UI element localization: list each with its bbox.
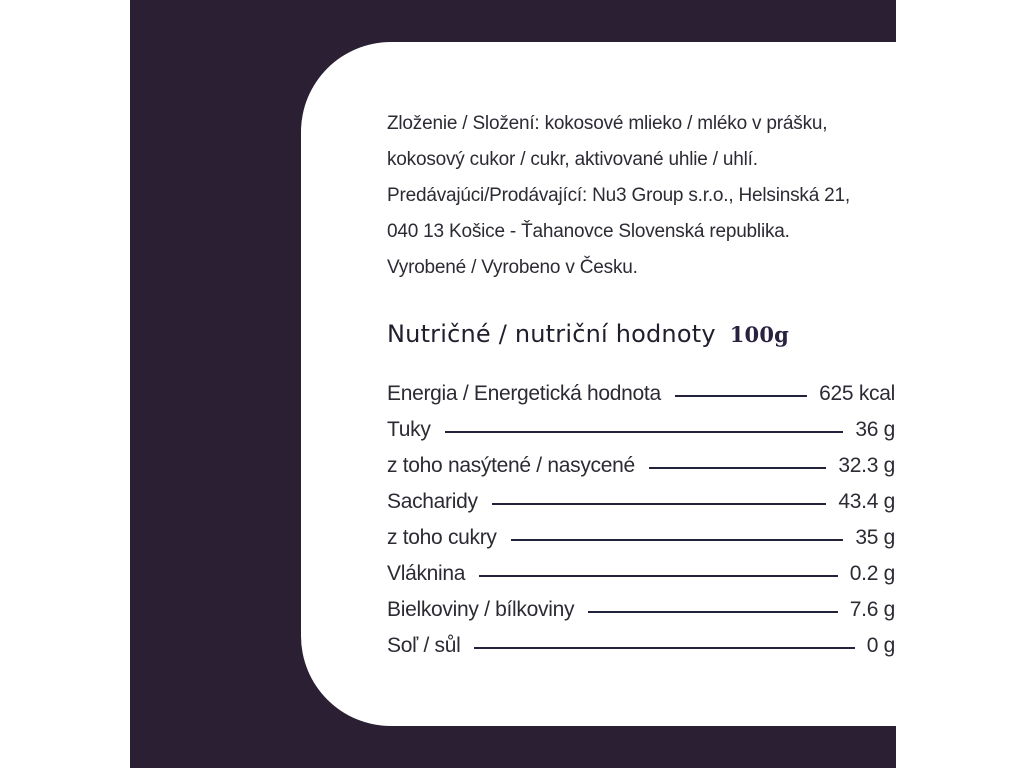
nutrition-row-carbohydrates (387, 484, 895, 520)
origin-line: Vyrobené / Vyrobeno v Česku. (387, 257, 638, 278)
leader-line (588, 611, 838, 613)
nutrient-name: Energia / Energetická hodnota (387, 382, 661, 405)
nutrient-value: 32.3 g (838, 454, 895, 477)
leader-line (675, 395, 807, 397)
nutrient-value: 35 g (855, 526, 895, 549)
nutrition-heading-text: Nutričné / nutriční hodnoty (387, 320, 716, 348)
leader-line (511, 539, 844, 541)
ingredients-line: Zloženie / Složení: kokosové mlieko / mléko v prášku, (387, 113, 828, 134)
seller-line: Predávajúci/Prodávající: Nu3 Group s.r.o., Helsinská 21, (387, 185, 850, 206)
seller-address-line: 040 13 Košice - Ťahanovce Slovenská republika. (387, 221, 790, 242)
nutrient-value: 0 g (866, 634, 895, 657)
nutrition-row-energy (387, 376, 895, 412)
nutrition-row-sugars (387, 520, 895, 556)
nutrient-value: 625 kcal (819, 382, 895, 405)
nutrition-row-saturated-fat (387, 448, 895, 484)
ingredients-line: kokosový cukor / cukr, aktivované uhlie / uhlí. (387, 149, 758, 170)
nutrient-name: Vláknina (387, 562, 466, 585)
nutrition-row-fat (387, 412, 895, 448)
leader-line (649, 467, 827, 469)
leader-line (445, 431, 844, 433)
leader-line (474, 647, 854, 649)
nutrition-row-salt (387, 628, 895, 664)
nutrient-value: 7.6 g (849, 598, 895, 621)
nutrition-table (387, 376, 895, 664)
leader-line (492, 503, 827, 505)
nutrition-label-card (301, 42, 985, 726)
nutrient-name: Sacharidy (387, 490, 478, 513)
nutrition-row-protein (387, 592, 895, 628)
nutrient-value: 36 g (855, 418, 895, 441)
per-amount-label: 100g (729, 322, 790, 347)
nutrient-name: Tuky (387, 418, 431, 441)
nutrient-name: Soľ / sůl (387, 634, 461, 657)
leader-line (479, 575, 838, 577)
nutrient-name: Bielkoviny / bílkoviny (387, 598, 575, 621)
nutrient-value: 43.4 g (838, 490, 895, 513)
nutrition-heading (387, 314, 789, 355)
dark-background-panel (130, 0, 896, 768)
ingredients-text (387, 106, 947, 286)
nutrient-value: 0.2 g (849, 562, 895, 585)
nutrient-name: z toho nasýtené / nasycené (387, 454, 635, 477)
nutrient-name: z toho cukry (387, 526, 497, 549)
nutrition-row-fiber (387, 556, 895, 592)
